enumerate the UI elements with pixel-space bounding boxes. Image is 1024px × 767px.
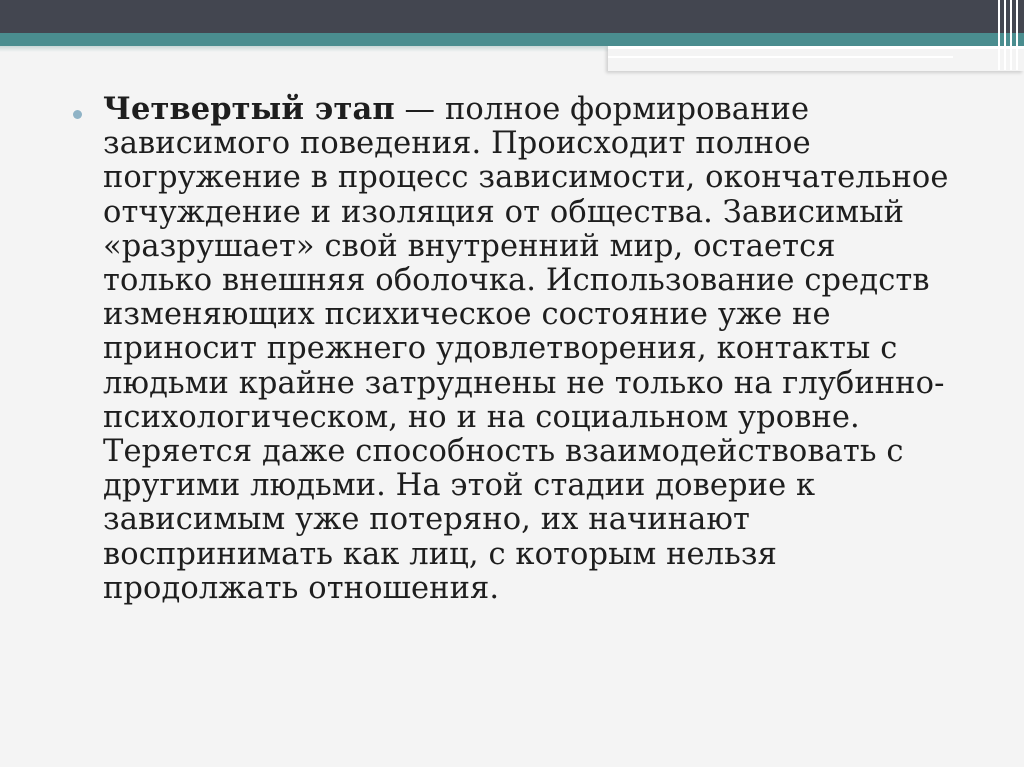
header-notch-line [608,56,953,58]
stripe [1004,0,1006,70]
header-bar-accent [0,33,1024,46]
bullet-item [73,92,953,606]
bullet-lead: Четвертый этап [103,91,395,127]
bullet-dot-icon [73,110,82,119]
header-bar-dark [0,0,1024,33]
header-notch [608,46,1024,71]
stripe [998,0,1000,70]
corner-stripes [994,0,1024,70]
stripe [1010,0,1012,70]
bullet-paragraph [103,92,953,606]
stripe [1016,0,1018,70]
slide-body [73,92,953,606]
bullet-body: — полное формирование зависимого поведения. Происходит полное погружение в процесс зависимости, окончательное отчуждение и изоляция от общества. Зависимый «разрушает» свой внутренний мир, остается только внешняя оболочка. Использование средств изменяющих психическое состояние уже не приносит прежнего удовлетворения, контакты с людьми крайне затруднены не только на глубинно-психологическом, но и на социальном уровне. Теряется даже способность взаимодействовать с другими людьми. На этой стадии доверие к зависимым уже потеряно, их начинают воспринимать как лиц, с которым нельзя продолжать отношения. [103,92,949,606]
